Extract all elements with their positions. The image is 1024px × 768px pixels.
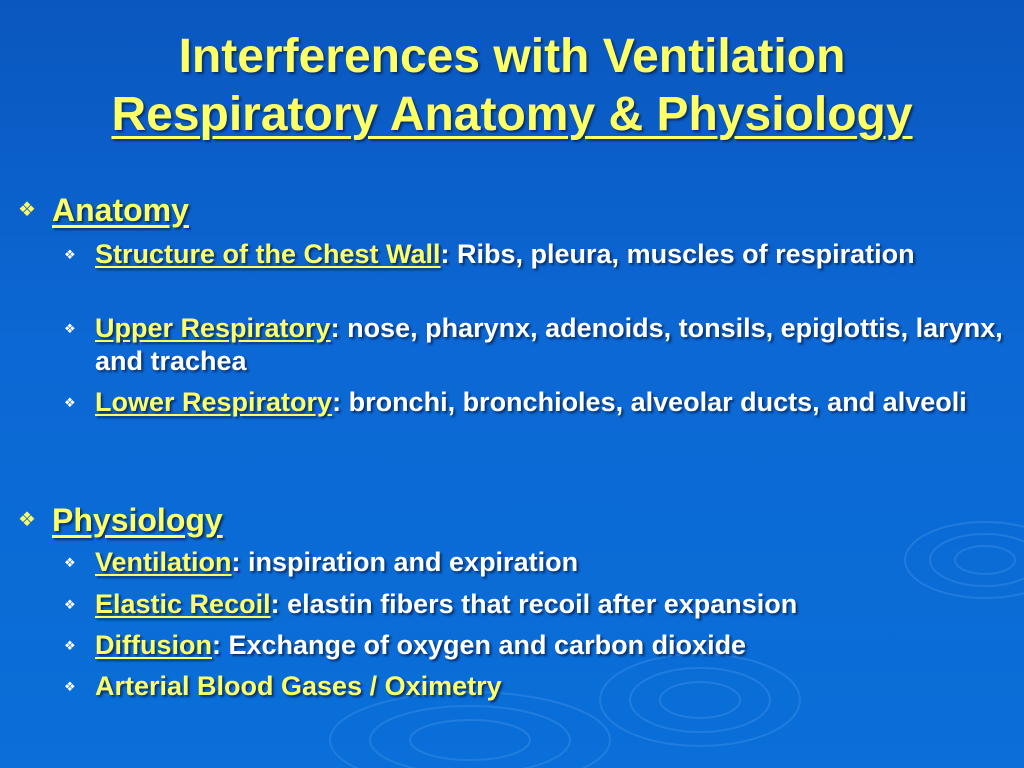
title-line-2: Respiratory Anatomy & Physiology <box>111 88 913 141</box>
item-term: Diffusion <box>95 630 212 660</box>
list-item <box>95 670 1005 703</box>
diamond-bullet-icon: ❖ <box>64 679 76 694</box>
item-description: : nose, pharynx, adenoids, tonsils, epiglottis, larynx, and trachea <box>95 313 1003 376</box>
item-description: : bronchi, bronchioles, alveolar ducts, and alveoli <box>332 387 967 417</box>
item-term: Upper Respiratory <box>95 313 331 343</box>
section-heading-physiology: Physiology <box>52 502 223 538</box>
diamond-bullet-icon: ❖ <box>64 638 76 653</box>
list-item <box>95 588 1005 621</box>
diamond-bullet-icon: ❖ <box>64 555 76 570</box>
item-term: Elastic Recoil <box>95 589 271 619</box>
list-item <box>95 629 1005 662</box>
title-line-1: Interferences with Ventilation <box>178 30 846 83</box>
diamond-bullet-icon: ❖ <box>18 509 36 531</box>
item-description: : elastin fibers that recoil after expansion <box>270 589 798 619</box>
list-item <box>95 546 1005 579</box>
item-description: Arterial Blood Gases / Oximetry <box>95 671 502 701</box>
diamond-bullet-icon: ❖ <box>18 199 36 221</box>
slide-title <box>0 28 1024 144</box>
diamond-bullet-icon: ❖ <box>64 321 76 336</box>
diamond-bullet-icon: ❖ <box>64 247 76 262</box>
item-description: : Exchange of oxygen and carbon dioxide <box>211 630 747 660</box>
list-item <box>95 238 1005 271</box>
list-item <box>95 312 1005 378</box>
item-description: : Ribs, pleura, muscles of respiration <box>440 239 915 269</box>
list-item <box>95 386 1005 419</box>
item-term: Lower Respiratory <box>95 387 333 417</box>
item-term: Structure of the Chest Wall <box>95 239 441 269</box>
item-description: : inspiration and expiration <box>231 547 579 577</box>
diamond-bullet-icon: ❖ <box>64 395 76 410</box>
section-heading-anatomy: Anatomy <box>52 192 189 228</box>
diamond-bullet-icon: ❖ <box>64 597 76 612</box>
item-term: Ventilation <box>95 547 232 577</box>
